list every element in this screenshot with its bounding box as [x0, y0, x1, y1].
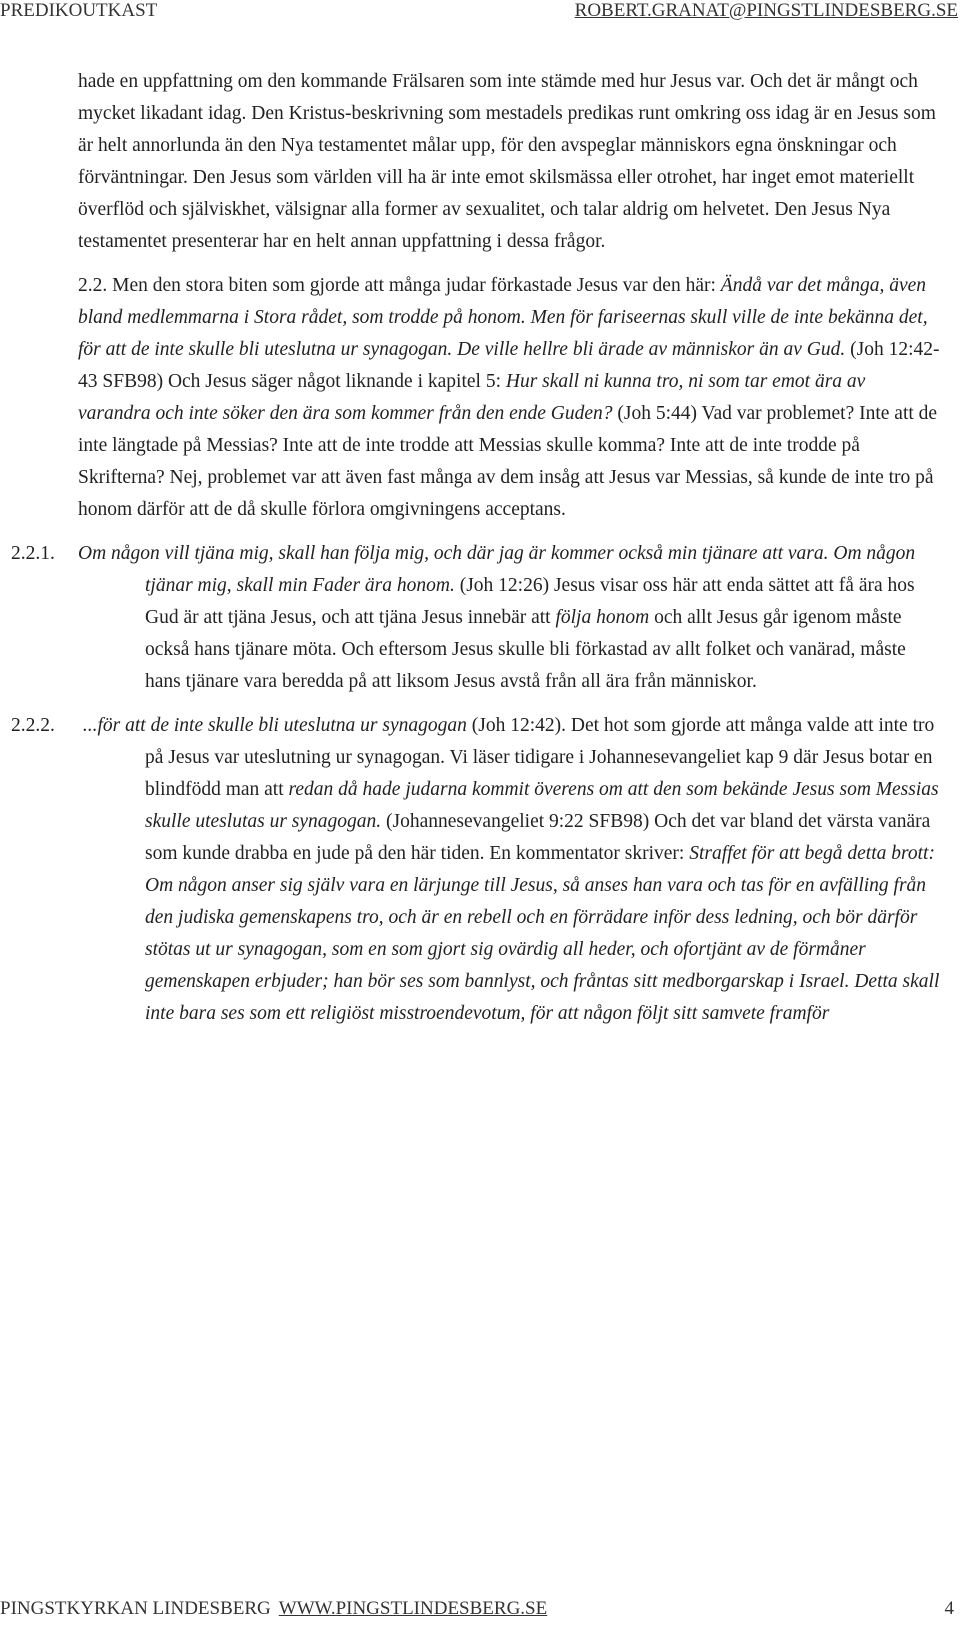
section-text: (Joh 12:42-43 SFB98) Och Jesus säger något liknande i kapitel 5: [78, 339, 940, 392]
page-header [0, 0, 960, 28]
footer-church-name: PINGSTKYRKAN LINDESBERG [0, 1598, 271, 1619]
quote-text: ...för att de inte skulle bli uteslutna ur synagogan [82, 715, 467, 736]
quote-text: Ändå var det många, även bland medlemmarna i Stora rådet, som trodde på honom. Men för fariseernas skull ville de inte bekänna det, för att de inte skulle bli uteslutna ur synagogan. De ville hellre bli ärade av människor än av Gud. [78, 275, 928, 360]
section-2-2-1: 2.2.1. Om någon vill tjäna mig, skall han följa mig, och där jag är kommer också min tjänare att vara. Om någon tjänar mig, skall min Fader ära honom. (Joh 12:26) Jesus visar oss här att enda sättet att få ära hos Gud är att tjäna Jesus, och att tjäna Jesus innebär att följa honom och allt Jesus går igenom måste också hans tjänare möta. Och eftersom Jesus skulle bli förkastad av allt folket och vanärad, måste hans tjänare vara beredda på att liksom Jesus avstå från all ära från människor. [11, 543, 916, 692]
document-body [11, 66, 940, 1042]
section-text: Men den stora biten som gjorde att många judar förkastade Jesus var den här: [107, 275, 721, 296]
section-2-2 [78, 270, 940, 526]
quote-text: redan då hade judarna kommit överens om att den som bekände Jesus som Messias skulle uteslutas ur synagogan. [145, 779, 939, 832]
quote-text: Om någon vill tjäna mig, skall han följa mig, och där jag är kommer också min tjänare att vara. Om någon tjänar mig, skall min Fader ära honom. [78, 543, 916, 596]
footer-left [0, 1598, 547, 1620]
section-text: (Joh 5:44) Vad var problemet? Inte att de inte längtade på Messias? Inte att de inte trodde att Messias skulle komma? Inte att de inte trodde på Skrifterna? Nej, problemet var att även fast många av dem insåg att Jesus var Messias, så kunde de inte tro på honom därför att de då skulle förlora omgivningens acceptans. [78, 403, 938, 520]
section-text: (Johannesevangeliet 9:22 SFB98) Och det var bland det värsta vanära som kunde drabba en jude på den här tiden. En kommentator skriver: [145, 811, 931, 864]
quote-text: Hur skall ni kunna tro, ni som tar emot ära av varandra och inte söker den ära som kommer från den ende Guden? [78, 371, 866, 424]
page-footer [0, 1598, 960, 1628]
footer-website-link[interactable]: WWW.PINGSTLINDESBERG.SE [278, 1598, 548, 1619]
section-number: 2.2. [78, 275, 108, 296]
header-title: PREDIKOUTKAST [0, 0, 158, 21]
quote-text: följa honom [555, 607, 650, 628]
page-number: 4 [944, 1598, 954, 1619]
section-text: (Joh 12:26) Jesus visar oss här att enda sättet att få ära hos Gud är att tjäna Jesus, och att tjäna Jesus innebär att [145, 575, 915, 628]
section-2-2-2: 2.2.2. ...för att de inte skulle bli uteslutna ur synagogan (Joh 12:42). Det hot som gjorde att många valde att inte tro på Jesus var uteslutning ur synagogan. Vi läser tidigare i Johannesevangeliet kap 9 där Jesus botar en blindfödd man att redan då hade judarna kommit överens om att den som bekände Jesus som Messias skulle uteslutas ur synagogan. (Johannesevangeliet 9:22 SFB98) Och det var bland det värsta vanära som kunde drabba en jude på den här tiden. En kommentator skriver: Straffet för att begå detta brott: Om någon anser sig själv vara en lärjunge till Jesus, så anses han vara och tas för en avfälling från den judiska gemenskapens tro, och är en rebell och en förrädare inför dess ledning, och bör därför stötas ut ur synagogan, som en som gjort sig ovärdig all heder, och ofortjänt av de förmåner gemenskapen erbjuder; han bör ses som bannlyst, och fråntas sitt medborgarskap i Israel. Detta skall inte bara ses som ett religiöst misstroendevotum, för att någon följt sitt samvete framför [11, 715, 940, 1024]
section-text: och allt Jesus går igenom måste också hans tjänare möta. Och eftersom Jesus skulle bli förkastad av allt folket och vanärad, måste hans tjänare vara beredda på att liksom Jesus avstå från all ära från människor. [145, 607, 906, 692]
header-email-link[interactable]: ROBERT.GRANAT@PINGSTLINDESBERG.SE [574, 0, 958, 21]
quote-text: Straffet för att begå detta brott: Om någon anser sig själv vara en lärjunge till Jesus, så anses han vara och tas för en avfälling från den judiska gemenskapens tro, och är en rebell och en förrädare inför dess ledning, och bör därför stötas ut ur synagogan, som en som gjort sig ovärdig all heder, och ofortjänt av de förmåner gemenskapen erbjuder; han bör ses som bannlyst, och fråntas sitt medborgarskap i Israel. Detta skall inte bara ses som ett religiöst misstroendevotum, för att någon följt sitt samvete framför [145, 843, 940, 1024]
section-text: (Joh 12:42). Det hot som gjorde att många valde att inte tro på Jesus var uteslutning ur synagogan. Vi läser tidigare i Johannesevangeliet kap 9 där Jesus botar en blindfödd man att [145, 715, 935, 800]
intro-paragraph: hade en uppfattning om den kommande Frälsaren som inte stämde med hur Jesus var. Och det är mångt och mycket likadant idag. Den Kristus-beskrivning som mestadels predikas runt omkring oss idag är en Jesus som är helt annorlunda än den Nya testamentet målar upp, för den avspeglar människors egna önskningar och förväntningar. Den Jesus som världen vill ha är inte emot skilsmässa eller otrohet, har inget emot materiellt överflöd och själviskhet, välsignar alla former av sexualitet, och talar aldrig om helvetet. Den Jesus Nya testamentet presenterar har en helt annan uppfattning i dessa frågor. [78, 71, 936, 252]
